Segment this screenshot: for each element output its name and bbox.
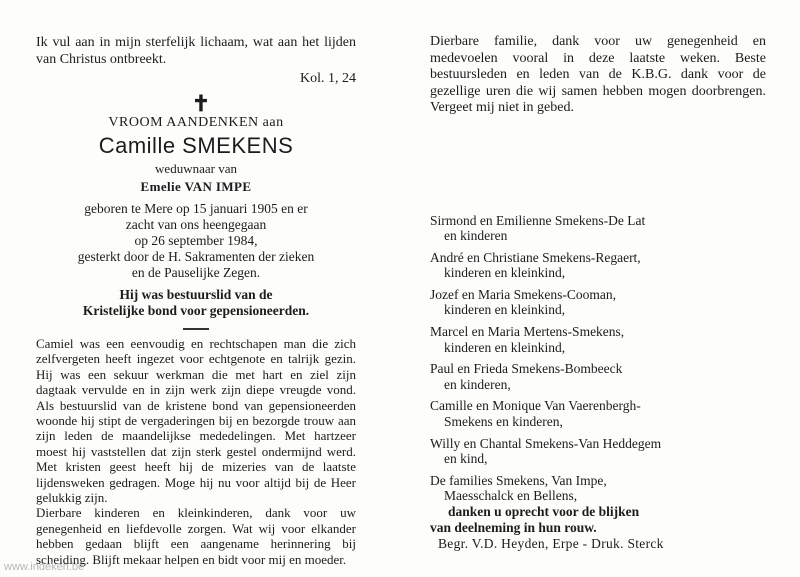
left-column bbox=[36, 34, 356, 567]
family-entry bbox=[430, 287, 766, 318]
family-names: De families Smekens, Van Impe, bbox=[430, 472, 607, 488]
birth-line: op 26 september 1984, bbox=[134, 233, 258, 248]
family-entry bbox=[430, 473, 766, 504]
family-entry bbox=[430, 361, 766, 392]
family-names: André en Christiane Smekens-Regaert, bbox=[430, 249, 641, 265]
birth-line: zacht van ons heengegaan bbox=[125, 217, 267, 232]
birth-line: geboren te Mere op 15 januari 1905 en er bbox=[84, 201, 308, 216]
family-relation: kinderen en kleinkind, bbox=[444, 302, 566, 318]
birth-line: gesterkt door de H. Sakramenten der zieken bbox=[77, 249, 315, 264]
family-names: Camille en Monique Van Vaerenbergh- bbox=[430, 398, 641, 414]
family-names: Sirmond en Emilienne Smekens-De Lat bbox=[430, 212, 646, 228]
board-membership bbox=[36, 287, 356, 319]
family-entry bbox=[430, 398, 766, 429]
family-names: Paul en Frieda Smekens-Bombeeck bbox=[430, 361, 623, 377]
board-line: Kristelijke bond voor gepensioneerden. bbox=[82, 303, 310, 318]
family-entry bbox=[430, 213, 766, 244]
family-names: Jozef en Maria Smekens-Cooman, bbox=[430, 286, 616, 302]
bible-reference: Kol. 1, 24 bbox=[300, 71, 356, 86]
family-entry bbox=[430, 250, 766, 281]
cross-icon: ✝ bbox=[191, 91, 211, 116]
memorial-heading: VROOM AANDENKEN aan bbox=[108, 115, 284, 130]
family-entry bbox=[430, 436, 766, 467]
family-relation: Maesschalck en Bellens, bbox=[444, 488, 578, 504]
deceased-name: Camille SMEKENS bbox=[98, 133, 294, 158]
family-names: Willy en Chantal Smekens-Van Heddegem bbox=[430, 435, 662, 451]
family-relation: Smekens en kinderen, bbox=[444, 414, 563, 430]
printer-credit: Begr. V.D. Heyden, Erpe - Druk. Sterck bbox=[438, 536, 664, 551]
marital-status: weduwnaar van bbox=[155, 161, 237, 176]
bible-quote: Ik vul aan in mijn sterfelijk lichaam, wat aan het lijden van Christus ontbreekt. bbox=[36, 35, 356, 67]
biography-text: Camiel was een eenvoudig en rechtschapen man die zich zelfvergeten heeft ingezet voor echtgenote en talrijk gezin. Hij was een sekuur werkman die met hart en ziel zijn dagtaak vervulde en in zijn werk zijn diepe vreugde vond. Als bestuurslid van de kristene bond van gepensioneerden woonde hij stipt de vergaderingen bij en bezorgde trouw aan zijn leden de maandelijkse mededelingen. Met hartzeer moest hij vaststellen dat zijn sterk gestel ondermijnd werd. Met kristen geest heeft hij de mizeries van de laatste lijdensweken gedragen. Moge hij nu voor altijd bij de Heer gelukkig zijn. bbox=[36, 336, 356, 506]
family-relation: kinderen en kleinkind, bbox=[444, 265, 566, 281]
family-relation: kinderen en kleinkind, bbox=[444, 339, 566, 355]
family-relation: en kind, bbox=[444, 451, 488, 467]
thanks-message: Dierbare familie, dank voor uw genegenheid en medevoelen vooral in deze laatste weken. Beste bestuursleden en leden van de K.B.G. dank voor de gezellige uren die wij samen hebben mogen doorbrengen. Vergeet mij niet in gebed. bbox=[430, 34, 766, 115]
family-names: Marcel en Maria Mertens-Smekens, bbox=[430, 324, 625, 340]
spouse-name: Emelie VAN IMPE bbox=[140, 179, 252, 194]
family-relation: en kinderen bbox=[444, 228, 508, 244]
family-entry bbox=[430, 324, 766, 355]
watermark: www.indeken.be bbox=[4, 561, 85, 573]
board-line: Hij was bestuurslid van de bbox=[119, 287, 273, 302]
closing-thanks-line: van deelneming in hun rouw. bbox=[430, 519, 597, 535]
family-list bbox=[430, 213, 766, 536]
birth-line: en de Pauselijke Zegen. bbox=[131, 265, 261, 280]
divider bbox=[183, 328, 209, 330]
message-to-children: Dierbare kinderen en kleinkinderen, dank voor uw genegenheid en liefdevolle zorgen. Wat wij voor elkander hebben gedaan blijft een aangename herinnering bij scheiding. Blijft mekaar helpen en bidt voor mij en moeder. bbox=[36, 505, 356, 567]
family-relation: en kinderen, bbox=[444, 376, 511, 392]
closing-thanks-line: danken u oprecht voor de blijken bbox=[448, 504, 640, 519]
right-column bbox=[430, 34, 766, 535]
birth-death-details bbox=[36, 201, 356, 281]
